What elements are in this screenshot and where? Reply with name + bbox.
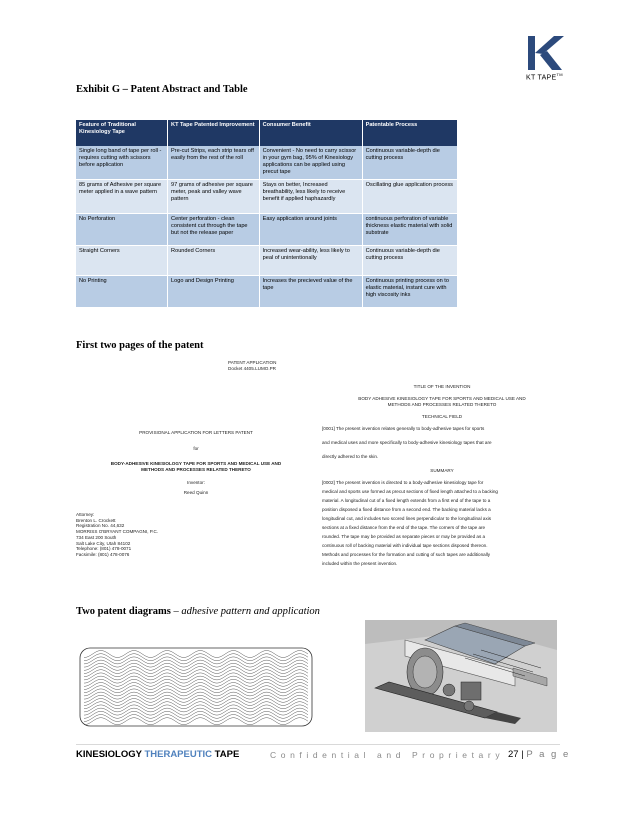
table-cell: Logo and Design Printing xyxy=(168,275,260,307)
header-improvement: KT Tape Patented Improvement xyxy=(168,120,260,146)
table-cell: Continuous printing process on to elastic material, instant cure with high viscosity inks xyxy=(362,275,457,307)
inventor-name: Reed Quinn xyxy=(183,490,209,495)
attorney-line: 734 East 200 South xyxy=(76,534,117,540)
summary-heading: SUMMARY xyxy=(430,468,454,473)
header-process: Patentable Process xyxy=(362,120,457,146)
exhibit-heading: Exhibit G – Patent Abstract and Table xyxy=(76,84,248,95)
table-cell: Increased wear-ability, less likely to peal of unintentionally xyxy=(259,245,362,275)
footer-confidential: Confidential and Proprietary xyxy=(270,750,505,760)
attorney-line: MORRISS O'BRYANT COMPAGNI, P.C. xyxy=(76,529,159,535)
for-label: for xyxy=(193,446,199,451)
table-cell: Pre-cut Strips, each strip tears off easily from the rest of the roll xyxy=(168,146,260,179)
tech-line: [0001] The present invention relates generally to body-adhesive tapes for sports xyxy=(322,426,485,431)
table-cell: Straight Corners xyxy=(76,245,168,275)
attorney-line: Registration No. 44,632 xyxy=(76,523,125,529)
diagrams-heading: Two patent diagrams – adhesive pattern and application xyxy=(76,606,320,617)
application-machine-diagram xyxy=(365,620,557,732)
table-cell: Rounded Corners xyxy=(168,245,260,275)
first-pages-heading: First two pages of the patent xyxy=(76,340,204,351)
table-row xyxy=(76,275,458,307)
summary-line: [0002] The present invention is directed to a body-adhesive kinesiology tape for xyxy=(322,480,484,485)
table-cell: 85 grams of Adhesive per square meter applied in a wave pattern xyxy=(76,179,168,213)
attorney-line: Facsimile: (801) 478-0076 xyxy=(76,552,130,558)
table-cell: Stays on better, Increased breathability, less likely to receive benefit if applied haphazardly xyxy=(259,179,362,213)
patent-page-2 xyxy=(322,384,562,574)
patent-title-line-2: METHODS AND PROCESSES RELATED THERETO xyxy=(141,467,251,472)
attorney-block xyxy=(76,512,158,558)
table-cell: Oscillating glue application process xyxy=(362,179,457,213)
inventor-label: Inventor: xyxy=(187,480,205,485)
footer-title: KINESIOLOGY THERAPEUTIC TAPE xyxy=(76,749,240,760)
patent-title-line-1: BODY-ADHESIVE KINESIOLOGY TAPE FOR SPORTS AND MEDICAL USE AND xyxy=(110,461,282,466)
table-cell: Center perforation - clean consistent cut through the tape but not the release paper xyxy=(168,213,260,245)
title-of-invention-heading: TITLE OF THE INVENTION xyxy=(413,384,471,389)
summary-line: sections at a fixed distance from the end of the tape. The corners of the tape are xyxy=(322,525,486,530)
attorney-line: Salt Lake City, Utah 84102 xyxy=(76,540,131,546)
table-cell: Increases the precieved value of the tape xyxy=(259,275,362,307)
table-cell: continuous perforation of variable thickness elastic material with solid substrate xyxy=(362,213,457,245)
footer-page: 27 | P a g e xyxy=(508,749,571,760)
tech-line: directly adhered to the skin. xyxy=(322,454,379,459)
table-header-row xyxy=(76,120,458,146)
table-cell: No Perforation xyxy=(76,213,168,245)
table-row xyxy=(76,213,458,245)
patent-application-label: PATENT APPLICATION xyxy=(228,360,277,365)
table-cell: Convenient - No need to carry scissor in your gym bag, 95% of Kinesiology applications can be applied using precut tape xyxy=(259,146,362,179)
table-row xyxy=(76,245,458,275)
table-cell: Easy application around joints xyxy=(259,213,362,245)
table-row xyxy=(76,179,458,213)
patent-table xyxy=(76,120,458,308)
summary-line: continuous roll of backing material with individual tape sections disposed thereon. xyxy=(322,543,488,548)
summary-line: material. A longitudinal cut of a fixed length extends from a first end of the tape to a xyxy=(322,498,491,503)
table-cell: No Printing xyxy=(76,275,168,307)
technical-field-heading: TECHNICAL FIELD xyxy=(421,414,463,419)
summary-line: Methods and processes for the formation and cutting of such tapes are additionally xyxy=(322,552,491,557)
provisional-label: PROVISIONAL APPLICATION FOR LETTERS PATENT xyxy=(139,430,253,435)
table-row xyxy=(76,146,458,179)
summary-line: longitudinal cut, and includes two scored lines perpendicular to the longitudinal axis xyxy=(322,516,492,521)
summary-line: included within the present invention. xyxy=(322,561,398,566)
attorney-line: Attorney: xyxy=(76,512,95,517)
table-cell: Continuous variable-depth die cutting process xyxy=(362,245,457,275)
summary-line: medical and sports use formed as precut sections of fixed length attached to a backing xyxy=(322,489,498,494)
summary-line: rounded. The tape may be provided as separate pieces or may be provided as a xyxy=(322,534,486,539)
summary-line: position disposed a fixed distance from a second end. The backing material lacks a xyxy=(322,507,491,512)
tech-line: and medical uses and more specifically to body-adhesive kinesiology tapes that are xyxy=(322,440,492,445)
invention-title-line-2: METHODS AND PROCESSES RELATED THERETO xyxy=(387,402,497,407)
header-feature: Feature of Traditional Kinesiology Tape xyxy=(76,120,168,146)
attorney-line: Brenton L. Crockett xyxy=(76,517,116,523)
patent-page-1 xyxy=(76,360,316,580)
table-cell: Single long band of tape per roll - requires cutting with scissors before application xyxy=(76,146,168,179)
table-cell: 97 grams of adhesive per square meter, peak and valley wave pattern xyxy=(168,179,260,213)
adhesive-pattern-diagram xyxy=(76,646,316,728)
footer-divider xyxy=(76,744,560,745)
table-cell: Continuous variable-depth die cutting process xyxy=(362,146,457,179)
invention-title-line-1: BODY ADHESIVE KINESIOLOGY TAPE FOR SPORTS AND MEDICAL USE AND xyxy=(358,396,526,401)
attorney-line: Telephone: (801) 478-0071 xyxy=(76,546,132,552)
logo-text: KT TAPE™ xyxy=(526,72,563,82)
header-benefit: Consumer Benefit xyxy=(259,120,362,146)
docket-number: Docket 4405.LUMO.PR xyxy=(228,366,276,371)
